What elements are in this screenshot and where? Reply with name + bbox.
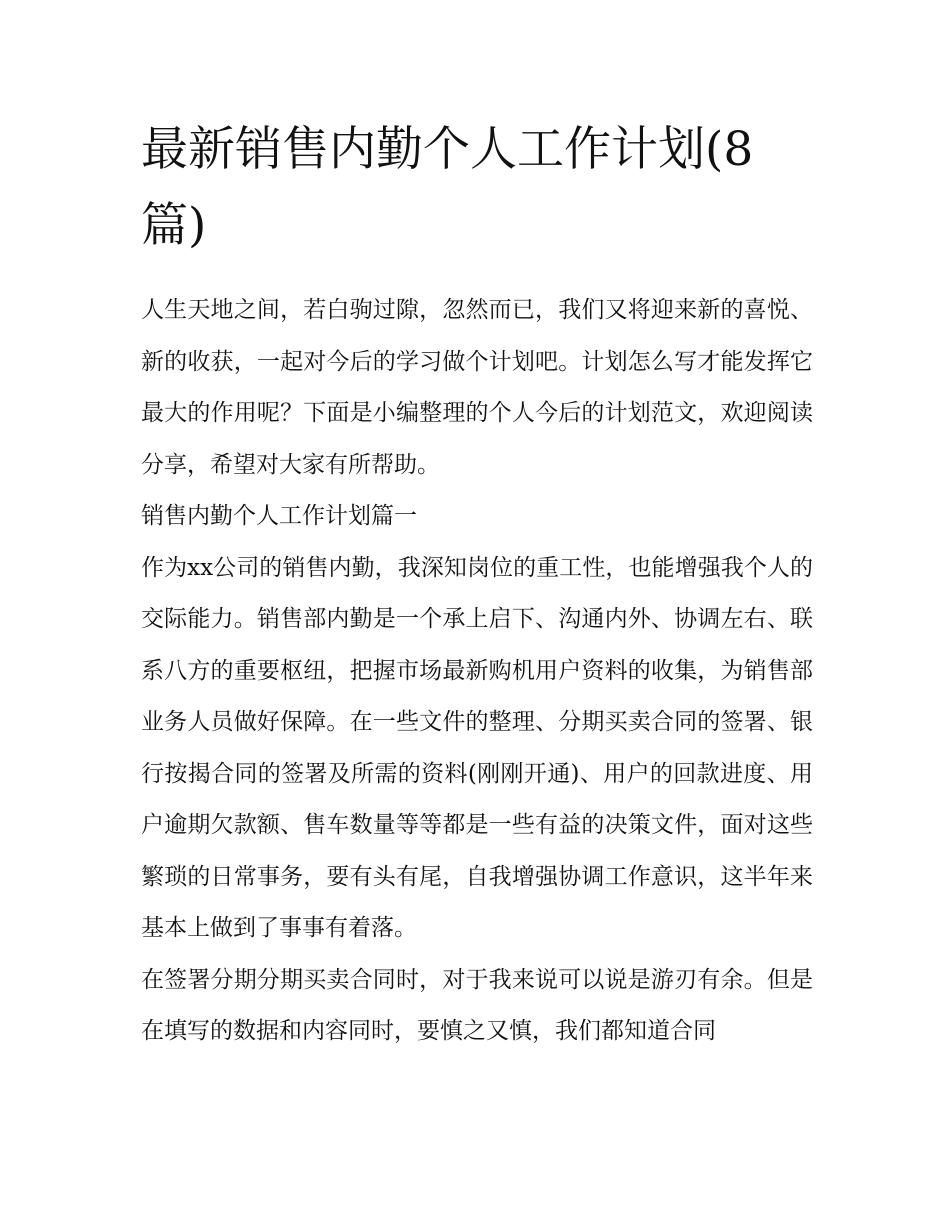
document-body [141,112,813,1058]
intro-paragraph: 人生天地之间，若白驹过隙，忽然而已，我们又将迎来新的喜悦、新的收获，一起对今后的学习做个计划吧。计划怎么写才能发挥它最大的作用呢？下面是小编整理的个人今后的计划范文，欢迎阅读分享，希望对大家有所帮助。 [141,297,813,478]
body-paragraph-2: 在签署分期分期买卖合同时，对于我来说可以说是游刃有余。但是在填写的数据和内容同时，要慎之又慎，我们都知道合同 [141,966,813,1044]
section-heading: 销售内勤个人工作计划篇一 [141,503,417,529]
document-title: 最新销售内勤个人工作计划(8篇) [141,122,754,253]
body-paragraph-1: 作为xx公司的销售内勤，我深知岗位的重工性，也能增强我个人的交际能力。销售部内勤是一个承上启下、沟通内外、协调左右、联系八方的重要枢纽，把握市场最新购机用户资料的收集，为销售部业务人员做好保障。在一些文件的整理、分期买卖合同的签署、银行按揭合同的签署及所需的资料(刚刚开通)、用户的回款进度、用户逾期欠款额、售车数量等等都是一些有益的决策文件，面对这些繁琐的日常事务，要有头有尾，自我增强协调工作意识，这半年来基本上做到了事事有着落。 [141,554,813,941]
